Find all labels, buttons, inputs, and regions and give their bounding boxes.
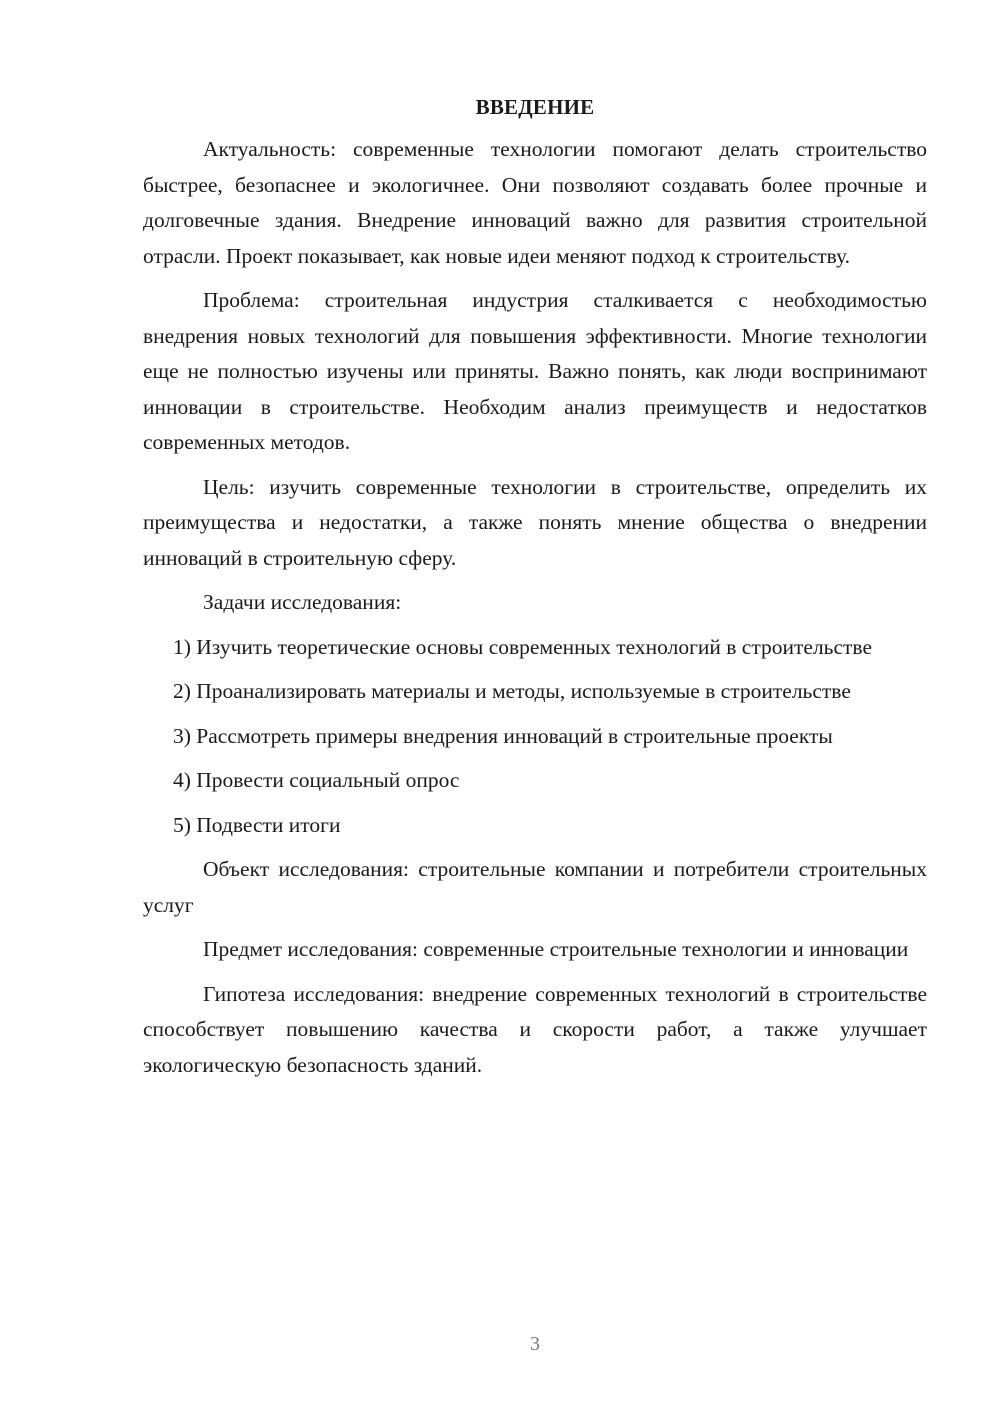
page-number: 3: [530, 1333, 540, 1355]
paragraph-hypothesis: Гипотеза исследования: внедрение современных технологий в строительстве способствует повышению качества и скорости работ, а также улучшает экологическую безопасность зданий.: [143, 981, 927, 1077]
task-item: 3) Рассмотреть примеры внедрения инноваций в строительные проекты: [173, 723, 833, 748]
document-page: [143, 90, 927, 1092]
task-item: 5) Подвести итоги: [173, 812, 341, 837]
paragraph-object: Объект исследования: строительные компании и потребители строительных услуг: [143, 857, 927, 917]
paragraph-problem: Проблема: строительная индустрия сталкивается с необходимостью внедрения новых технологий для повышения эффективности. Многие технологии еще не полностью изучены или приняты. Важно понять, как люди воспринимают инновации в строительстве. Необходим анализ преимуществ и недостатков современных методов.: [143, 288, 927, 454]
paragraph-relevance: Актуальность: современные технологии помогают делать строительство быстрее, безопаснее и экологичнее. Они позволяют создавать более прочные и долговечные здания. Внедрение инноваций важно для развития строительной отрасли. Проект показывает, как новые идеи меняют подход к строительству.: [143, 137, 927, 268]
task-item: 4) Провести социальный опрос: [173, 768, 460, 792]
paragraph-goal: Цель: изучить современные технологии в строительстве, определить их преимущества и недостатки, а также понять мнение общества о внедрении инноваций в строительную сферу.: [143, 474, 927, 570]
paragraph-subject: Предмет исследования: современные строительные технологии и инновации: [203, 937, 909, 961]
task-item: 1) Изучить теоретические основы современных технологий в строительстве: [173, 634, 872, 659]
page-title: ВВЕДЕНИЕ: [475, 95, 595, 119]
task-item: 2) Проанализировать материалы и методы, используемые в строительстве: [173, 679, 851, 703]
tasks-heading: Задачи исследования:: [203, 590, 402, 614]
